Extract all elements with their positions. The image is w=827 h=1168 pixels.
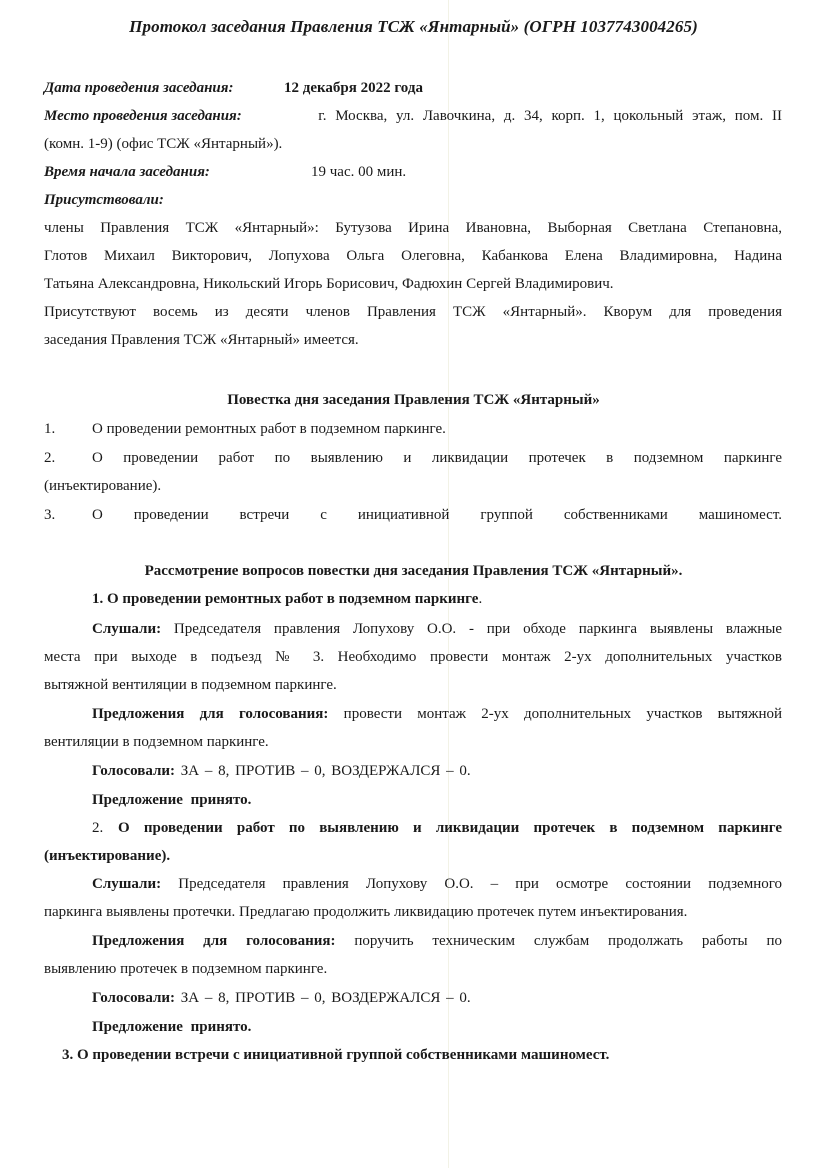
q1-title-dot: . <box>478 591 483 607</box>
q1-heard-text: Председателя правления Лопухову О.О. - при обходе паркинга выявлены влажные <box>173 621 782 637</box>
voted-label-2: Голосовали: <box>92 990 176 1006</box>
present-text-3: Татьяна Александровна, Никольский Игорь Борисович, Фадюхин Сергей Владимирович. <box>44 276 614 292</box>
quorum-text-1: Присутствуют восемь из десяти членов Правления ТСЖ «Янтарный». Кворум для проведения <box>44 304 782 320</box>
place-value-cont: (комн. 1-9) (офис ТСЖ «Янтарный»). <box>44 136 283 152</box>
q1-votes-row <box>92 761 827 781</box>
q1-title: 1. О проведении ремонтных работ в подземном паркинге <box>92 591 479 607</box>
q2-votes: ЗА – 8, ПРОТИВ – 0, ВОЗДЕРЖАЛСЯ – 0. <box>180 990 471 1006</box>
quorum-text-2: заседания Правления ТСЖ «Янтарный» имеется. <box>44 332 359 348</box>
q2-heard-2: паркинга выявлены протечки. Предлагаю продолжить ликвидацию протечек путем инъектирования. <box>44 904 688 920</box>
q1-proposal-1 <box>92 704 782 724</box>
q1-votes: ЗА – 8, ПРОТИВ – 0, ВОЗДЕРЖАЛСЯ – 0. <box>180 763 471 779</box>
q1-heard-3: вытяжной вентиляции в подземном паркинге. <box>44 677 337 693</box>
date-value: 12 декабря 2022 года <box>284 80 423 96</box>
q1-accepted: Предложение принято. <box>92 792 252 808</box>
q2-votes-row <box>92 988 827 1008</box>
agenda-num-3: 3. <box>44 507 56 523</box>
heard-label: Слушали: <box>92 621 162 637</box>
q2-proposal-text: поручить техническим службам продолжать работы по <box>354 933 782 949</box>
proposal-label-2: Предложения для голосования: <box>92 933 336 949</box>
q1-title-row <box>92 589 827 609</box>
q2-title-cont: (инъектирование). <box>44 848 171 864</box>
place-value: г. Москва, ул. Лавочкина, д. 34, корп. 1, цокольный этаж, пом. II <box>318 108 782 124</box>
q2-num: 2. <box>92 820 104 836</box>
agenda-item-1: О проведении ремонтных работ в подземном паркинге. <box>92 421 446 437</box>
agenda-item-2-cont: (инъектирование). <box>44 478 162 494</box>
q2-accepted: Предложение принято. <box>92 1019 252 1035</box>
agenda-item-3: О проведении встречи с инициативной группой собственниками машиномест. <box>92 507 782 523</box>
q1-proposal-2: вентиляции в подземном паркинге. <box>44 734 269 750</box>
present-text-2: Глотов Михаил Викторович, Лопухова Ольга Олеговна, Кабанкова Елена Владимировна, Надина <box>44 248 782 264</box>
time-value: 19 час. 00 мин. <box>311 164 407 180</box>
place-row <box>44 106 782 126</box>
agenda-num-1: 1. <box>44 421 56 437</box>
q2-title: О проведении работ по выявлению и ликвидации протечек в подземном паркинге <box>118 820 782 836</box>
time-row <box>44 162 782 182</box>
present-label: Присутствовали: <box>44 192 164 208</box>
q2-proposal-1 <box>92 931 782 951</box>
agenda-item-2: О проведении работ по выявлению и ликвидации протечек в подземном паркинге <box>92 450 782 466</box>
q2-heard-1 <box>92 874 782 894</box>
agenda-heading: Повестка дня заседания Правления ТСЖ «Янтарный» <box>227 392 600 408</box>
q1-proposal-text: провести монтаж 2-ух дополнительных участков вытяжной <box>343 706 783 722</box>
q3-title: 3. О проведении встречи с инициативной группой собственниками машиномест. <box>62 1047 610 1063</box>
q2-title-row <box>92 818 782 838</box>
date-row <box>44 78 782 98</box>
proposal-label: Предложения для голосования: <box>92 706 329 722</box>
place-label: Место проведения заседания: <box>44 108 242 124</box>
date-label: Дата проведения заседания: <box>44 80 234 96</box>
q1-heard-2: места при выходе в подъезд № 3. Необходимо провести монтаж 2-ух дополнительных участков <box>44 649 782 665</box>
time-label: Время начала заседания: <box>44 164 210 180</box>
q2-proposal-2: выявлению протечек в подземном паркинге. <box>44 961 328 977</box>
review-heading: Рассмотрение вопросов повестки дня заседания Правления ТСЖ «Янтарный». <box>144 563 683 579</box>
q2-heard-text: Председателя правления Лопухову О.О. – при осмотре состоянии подземного <box>178 876 782 892</box>
q1-heard-1 <box>92 619 782 639</box>
voted-label: Голосовали: <box>92 763 176 779</box>
heard-label-2: Слушали: <box>92 876 162 892</box>
present-text-1: члены Правления ТСЖ «Янтарный»: Бутузова Ирина Ивановна, Выборная Светлана Степановна, <box>44 220 782 236</box>
agenda-num-2: 2. <box>44 450 56 466</box>
page-title: Протокол заседания Правления ТСЖ «Янтарный» (ОГРН 1037743004265) <box>129 17 698 36</box>
